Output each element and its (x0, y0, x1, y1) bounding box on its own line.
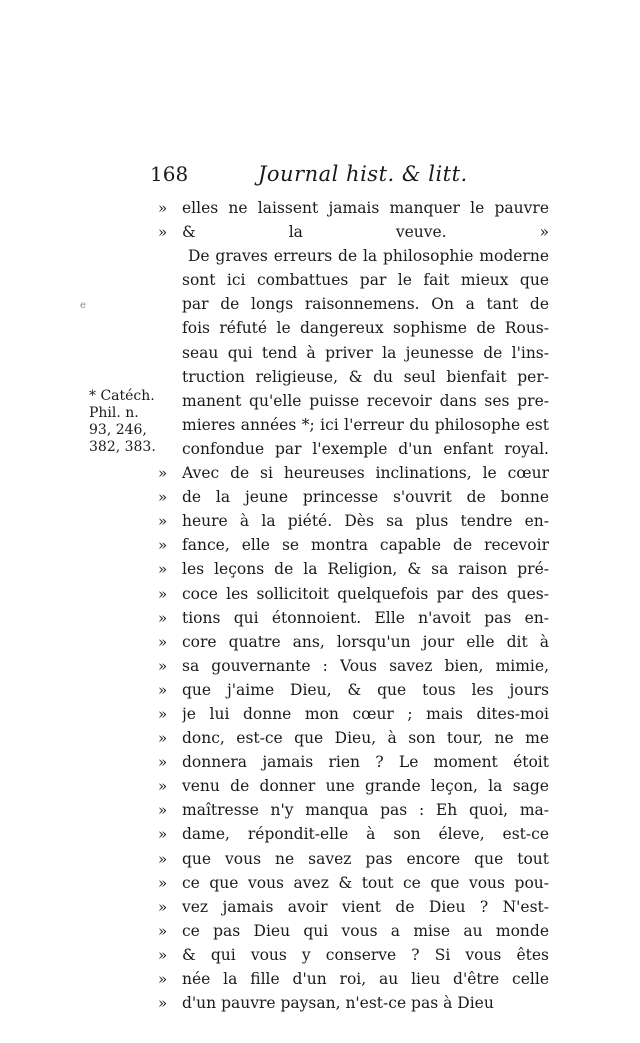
quote-mark: » (158, 704, 168, 723)
text-line (158, 943, 558, 967)
line-text: je lui donne mon cœur ; mais dites-moi (182, 704, 549, 723)
margin-note-line: Phil. n. (89, 405, 139, 421)
quote-mark: » (158, 560, 168, 579)
margin-note-line: * Catéch. (89, 388, 155, 404)
line-text: tions qui étonnoient. Elle n'avoit pas en- (182, 608, 549, 627)
text-line (158, 244, 558, 268)
line-text: que vous ne savez pas encore que tout (182, 849, 549, 868)
line-text: fance, elle se montra capable de recevoir (182, 536, 549, 555)
stray-mark: e (80, 300, 86, 311)
line-text: sa gouvernante : Vous savez bien, mimie, (182, 656, 549, 675)
line-text: manent qu'elle puisse recevoir dans ses pre- (182, 391, 549, 410)
text-line (158, 678, 558, 702)
quote-mark: » (158, 608, 168, 627)
line-text: maîtresse n'y manqua pas : Eh quoi, ma- (182, 801, 549, 820)
text-line (158, 461, 558, 485)
line-text: core quatre ans, lorsqu'un jour elle dit à (182, 632, 549, 651)
text-line (158, 606, 558, 630)
quote-mark: » (158, 536, 168, 555)
quote-mark: » (158, 680, 168, 699)
line-text: Avec de si heureuses inclinations, le cœur (182, 464, 549, 483)
text-line (158, 316, 558, 340)
text-line (158, 847, 558, 871)
text-line (158, 196, 558, 220)
text-line (158, 509, 558, 533)
text-line (158, 268, 558, 292)
text-line (158, 413, 558, 437)
line-text: les leçons de la Religion, & sa raison pré- (182, 560, 549, 579)
line-text: sont ici combattues par le fait mieux que (182, 271, 549, 290)
text-line (158, 630, 558, 654)
line-text: donnera jamais rien ? Le moment étoit (182, 753, 549, 772)
quote-mark: » (158, 801, 168, 820)
text-line (158, 871, 558, 895)
quote-mark: » (158, 970, 168, 988)
line-text: heure à la piété. Dès sa plus tendre en- (182, 512, 549, 531)
text-line (158, 654, 558, 678)
line-text: donc, est-ce que Dieu, à son tour, ne me (182, 729, 549, 748)
text-line (158, 292, 558, 316)
margin-note-line: 382, 383. (89, 439, 156, 455)
line-text: venu de donner une grande leçon, la sage (182, 777, 549, 796)
footnote-margin-note (89, 388, 159, 456)
quote-mark: » (158, 873, 168, 892)
line-text: que j'aime Dieu, & que tous les jours (182, 680, 549, 699)
text-line (158, 822, 558, 846)
quote-mark: » (158, 632, 168, 651)
line-text: par de longs raisonnemens. On a tant de (182, 295, 549, 314)
line-text: ce pas Dieu qui vous a mise au monde (182, 921, 549, 940)
quote-mark: » (158, 199, 168, 217)
line-text: dame, répondit-elle à son éleve, est-ce (182, 825, 549, 844)
text-line (158, 726, 558, 750)
margin-note-line: 93, 246, (89, 422, 147, 438)
quote-mark: » (158, 897, 168, 916)
text-line (158, 485, 558, 509)
line-text: confondue par l'exemple d'un enfant royal. (182, 439, 549, 458)
quote-mark: » (158, 464, 168, 483)
line-text: mieres années *; ici l'erreur du philosophe est (182, 415, 549, 434)
text-line (158, 750, 558, 774)
text-line (158, 557, 558, 581)
line-text: elles ne laissent jamais manquer le pauvre (182, 199, 549, 217)
line-text: truction religieuse, & du seul bienfait per- (182, 367, 549, 386)
quote-mark: » (158, 945, 168, 964)
line-text: ce que vous avez & tout ce que vous pou- (182, 873, 549, 892)
text-line (158, 365, 558, 389)
page-header (150, 162, 550, 190)
quote-mark: » (158, 994, 168, 1013)
text-line (158, 389, 558, 413)
text-line (158, 967, 558, 991)
quote-mark: » (158, 921, 168, 940)
quote-mark: » (158, 488, 168, 507)
page-number: 168 (150, 162, 189, 186)
line-text: seau qui tend à priver la jeunesse de l'ins- (182, 343, 549, 362)
text-line (158, 702, 558, 726)
text-line (158, 533, 558, 557)
quote-mark: » (158, 656, 168, 675)
text-line (158, 919, 558, 943)
text-line (158, 582, 558, 606)
line-text: d'un pauvre paysan, n'est-ce pas à Dieu (182, 994, 494, 1013)
text-line (158, 895, 558, 919)
quote-mark: » (158, 584, 168, 603)
text-line (158, 774, 558, 798)
line-text: vez jamais avoir vient de Dieu ? N'est- (182, 897, 549, 916)
text-line (158, 798, 558, 822)
quote-mark: » (158, 753, 168, 772)
quote-mark: » (158, 777, 168, 796)
line-text: née la fille d'un roi, au lieu d'être celle (182, 970, 549, 988)
quote-mark: » (158, 849, 168, 868)
text-line (158, 341, 558, 365)
line-text: De graves erreurs de la philosophie moderne (188, 247, 549, 266)
running-title: Journal hist. & litt. (258, 162, 468, 186)
line-text: de la jeune princesse s'ouvrit de bonne (182, 488, 549, 507)
body-text (158, 196, 558, 1015)
line-text: & la veuve. » (182, 223, 549, 242)
quote-mark: » (158, 825, 168, 844)
quote-mark: » (158, 223, 168, 242)
text-line (158, 220, 558, 244)
line-text: fois réfuté le dangereux sophisme de Rous- (182, 319, 549, 338)
text-line (158, 991, 558, 1015)
quote-mark: » (158, 729, 168, 748)
line-text: coce les sollicitoit quelquefois par des ques- (182, 584, 549, 603)
line-text: & qui vous y conserve ? Si vous êtes (182, 945, 549, 964)
text-line (158, 437, 558, 461)
quote-mark: » (158, 512, 168, 531)
